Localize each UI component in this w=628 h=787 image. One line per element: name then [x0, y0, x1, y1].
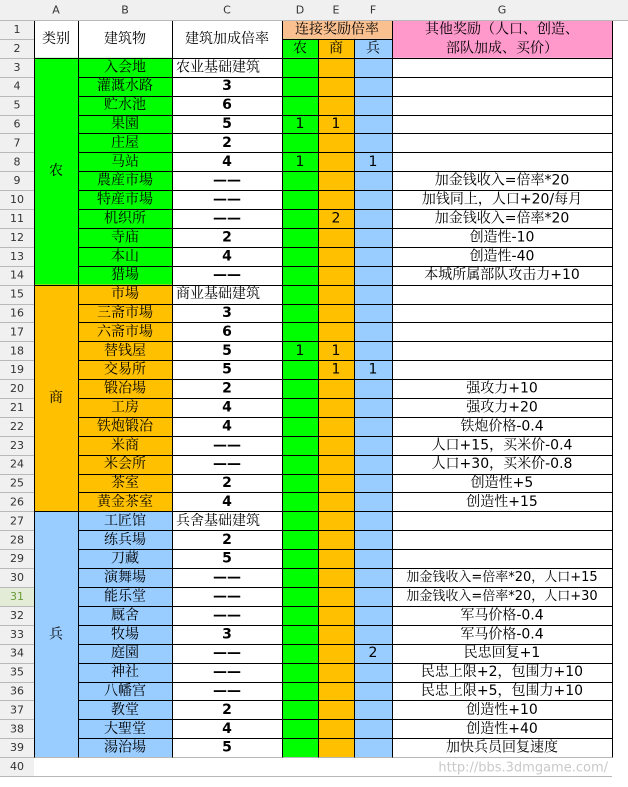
row-number: 12	[10, 230, 24, 244]
building-name: 灌溉水路	[97, 78, 153, 95]
building-name: 六斋市場	[97, 323, 153, 340]
row-number: 16	[10, 306, 24, 320]
building-name: 厩舍	[111, 607, 139, 624]
row-number: 4	[13, 79, 21, 93]
other-bonus-text: 加金钱收入=倍率*20	[434, 210, 570, 227]
row-number: 5	[13, 98, 21, 112]
chain-shang-value: 2	[331, 210, 341, 227]
building-name: 米会所	[104, 456, 146, 473]
row-number: 11	[10, 211, 24, 225]
category-label: 兵	[49, 626, 63, 643]
other-bonus-text: 民忠回复+1	[463, 645, 541, 662]
other-bonus-text: 强攻力+20	[466, 399, 538, 416]
row-number: 22	[10, 419, 24, 433]
col-e-fill	[318, 58, 354, 757]
multiplier-value: ——	[213, 645, 241, 662]
chain-shang-value: 1	[331, 361, 341, 378]
multiplier-value: 2	[222, 229, 232, 246]
row-number: 38	[10, 722, 24, 736]
header-chain-bonus: 连接奖励倍率	[295, 21, 379, 38]
row-number: 35	[10, 665, 24, 679]
other-bonus-text: 军马价格-0.4	[460, 607, 544, 624]
multiplier-value: 4	[222, 493, 232, 510]
multiplier-value: ——	[213, 569, 241, 586]
header-multiplier: 建筑加成倍率	[185, 30, 269, 47]
other-bonus-text: 加钱同上，人口+20/每月	[421, 191, 583, 208]
building-name: 農産市場	[97, 172, 153, 189]
building-name: 猎場	[111, 267, 139, 284]
building-name: 湯治場	[104, 739, 146, 756]
building-name: 庄屋	[111, 134, 139, 151]
multiplier-value: 2	[222, 134, 232, 151]
row-number: 8	[13, 155, 21, 169]
multiplier-value: ——	[213, 682, 241, 699]
multiplier-value: 2	[222, 701, 232, 718]
other-bonus-text: 创造性+5	[470, 475, 534, 492]
row-number: 28	[10, 533, 24, 547]
row-number: 27	[10, 514, 24, 528]
multiplier-value: 商业基础建筑	[176, 286, 260, 303]
building-name: 寺庙	[111, 229, 139, 246]
chain-shang-value: 1	[331, 115, 341, 132]
other-bonus-text: 强攻力+10	[466, 380, 538, 397]
row-number: 20	[10, 382, 24, 396]
building-name: 牧場	[111, 626, 139, 643]
building-name: 交易所	[104, 361, 146, 378]
row-number: 6	[13, 117, 21, 131]
row-number: 39	[10, 741, 24, 755]
building-name: 替钱屋	[104, 342, 146, 359]
chain-nong-value: 1	[295, 115, 305, 132]
column-letter-G: G	[497, 3, 507, 17]
column-header-bar	[0, 0, 628, 20]
multiplier-value: 6	[222, 97, 232, 114]
building-name: 教堂	[111, 701, 139, 718]
column-letter-F: F	[369, 3, 377, 17]
multiplier-value: 4	[222, 720, 232, 737]
building-name: 三斋市場	[97, 304, 153, 321]
column-letter-D: D	[295, 3, 305, 17]
row-number: 25	[10, 476, 24, 490]
multiplier-value: 兵舍基础建筑	[176, 512, 260, 529]
category-label: 农	[49, 163, 63, 180]
other-bonus-text: 加金钱收入=倍率*20，人口+30	[406, 588, 598, 604]
other-bonus-text: 加金钱收入=倍率*20，人口+15	[406, 570, 598, 586]
row-number: 9	[13, 174, 21, 188]
header-other-bonus: 其他奖励（人口、创造、部队加成、买价）	[425, 21, 579, 57]
other-bonus-text: 创造性-40	[469, 248, 535, 265]
row-number: 33	[10, 627, 24, 641]
row-number: 32	[10, 608, 24, 622]
row-number: 10	[10, 193, 24, 207]
multiplier-value: 4	[222, 399, 232, 416]
column-letter-E: E	[332, 3, 340, 17]
building-name: 工匠馆	[104, 512, 146, 529]
row-number: 24	[10, 457, 24, 471]
multiplier-value: ——	[213, 172, 241, 189]
multiplier-value: 5	[222, 550, 232, 567]
building-name: 入会地	[104, 59, 146, 76]
grid-lines	[0, 20, 628, 777]
row-number: 23	[10, 438, 24, 452]
chain-bing-value: 1	[368, 153, 378, 170]
multiplier-value: 4	[222, 418, 232, 435]
other-bonus-text: 人口+15，买米价-0.4	[431, 437, 573, 454]
column-letter-C: C	[223, 3, 231, 17]
row-number: 19	[10, 363, 24, 377]
multiplier-value: 2	[222, 380, 232, 397]
building-name: 八幡宫	[104, 682, 146, 699]
row-number: 30	[10, 571, 24, 585]
building-name: 茶室	[111, 475, 139, 492]
chain-bing-value: 2	[368, 645, 378, 662]
other-bonus-text: 民忠上限+5，包围力+10	[420, 682, 584, 699]
row-number: 1	[13, 22, 21, 36]
multiplier-value: ——	[213, 267, 241, 284]
header-shang: 商	[329, 40, 343, 57]
row-number: 31	[10, 589, 24, 603]
building-name: 市場	[111, 286, 139, 303]
header-building: 建筑物	[104, 30, 146, 47]
multiplier-value: 农业基础建筑	[176, 59, 260, 76]
multiplier-value: ——	[213, 191, 241, 208]
row-number: 40	[10, 760, 24, 774]
other-bonus-text: 民忠上限+2，包围力+10	[420, 664, 584, 681]
column-letter-A: A	[52, 3, 60, 17]
row-number: 3	[13, 60, 21, 74]
chain-shang-value: 1	[331, 342, 341, 359]
column-letter-B: B	[121, 3, 129, 17]
other-bonus-text: 创造性+40	[466, 720, 538, 737]
multiplier-value: 2	[222, 531, 232, 548]
other-bonus-text: 创造性+15	[466, 493, 538, 510]
row-number: 34	[10, 646, 24, 660]
multiplier-value: ——	[213, 607, 241, 624]
row-number: 17	[10, 325, 24, 339]
building-name: 大聖堂	[104, 720, 146, 737]
multiplier-value: 5	[222, 115, 232, 132]
chain-nong-value: 1	[295, 342, 305, 359]
row-number: 7	[13, 136, 21, 150]
multiplier-value: 4	[222, 248, 232, 265]
row-number: 29	[10, 552, 24, 566]
chain-bing-value: 1	[368, 361, 378, 378]
watermark: http://bbs.3dmgame.com/	[438, 760, 608, 776]
multiplier-value: 6	[222, 323, 232, 340]
header-nong: 农	[293, 40, 307, 57]
building-name: 黄金茶室	[97, 493, 153, 510]
multiplier-value: ——	[213, 456, 241, 473]
building-name: 工房	[111, 399, 139, 416]
other-bonus-text: 创造性+10	[466, 701, 538, 718]
header-bing: 兵	[366, 40, 380, 57]
building-name: 练兵場	[104, 531, 146, 548]
building-name: 机织所	[104, 210, 146, 227]
row-number: 37	[10, 703, 24, 717]
building-name: 米商	[111, 437, 139, 454]
row-number: 26	[10, 495, 24, 509]
row-number: 2	[13, 41, 21, 55]
multiplier-value: 4	[222, 153, 232, 170]
row-number: 14	[10, 268, 24, 282]
building-name: 神社	[111, 664, 139, 681]
multiplier-value: ——	[213, 210, 241, 227]
chain-nong-value: 1	[295, 153, 305, 170]
building-name: 演舞場	[104, 569, 146, 586]
row-number: 15	[10, 287, 24, 301]
row-number: 21	[10, 400, 24, 414]
multiplier-value: 5	[222, 739, 232, 756]
building-name: 特産市場	[97, 191, 153, 208]
building-name: 本山	[111, 248, 139, 265]
other-bonus-text: 铁炮价格-0.4	[460, 418, 544, 435]
multiplier-value: ——	[213, 437, 241, 454]
building-name: 刀藏	[111, 550, 139, 567]
building-name: 贮水池	[104, 97, 146, 114]
header-category: 类别	[42, 30, 70, 47]
building-name: 马站	[111, 153, 139, 170]
multiplier-value: ——	[213, 588, 241, 605]
building-name: 铁炮锻冶	[97, 418, 153, 435]
category-label: 商	[49, 390, 63, 406]
building-name: 锻冶場	[104, 380, 146, 397]
building-name: 能乐堂	[104, 588, 146, 605]
multiplier-value: 5	[222, 342, 232, 359]
row-number: 18	[10, 344, 24, 358]
multiplier-value: 3	[222, 304, 232, 321]
building-name: 果園	[111, 115, 139, 132]
row-number: 13	[10, 249, 24, 263]
other-bonus-text: 加快兵员回复速度	[446, 739, 558, 756]
multiplier-value: 3	[222, 78, 232, 95]
multiplier-value: 3	[222, 626, 232, 643]
multiplier-value: 2	[222, 475, 232, 492]
other-bonus-text: 加金钱收入=倍率*20	[434, 172, 570, 189]
other-bonus-text: 军马价格-0.4	[460, 626, 544, 643]
other-bonus-text: 创造性-10	[469, 229, 535, 246]
multiplier-value: 5	[222, 361, 232, 378]
other-bonus-text: 人口+30，买米价-0.8	[431, 456, 573, 473]
other-bonus-text: 本城所属部队攻击力+10	[424, 267, 580, 284]
row-number: 36	[10, 684, 24, 698]
building-name: 庭園	[111, 645, 139, 662]
multiplier-value: ——	[213, 664, 241, 681]
